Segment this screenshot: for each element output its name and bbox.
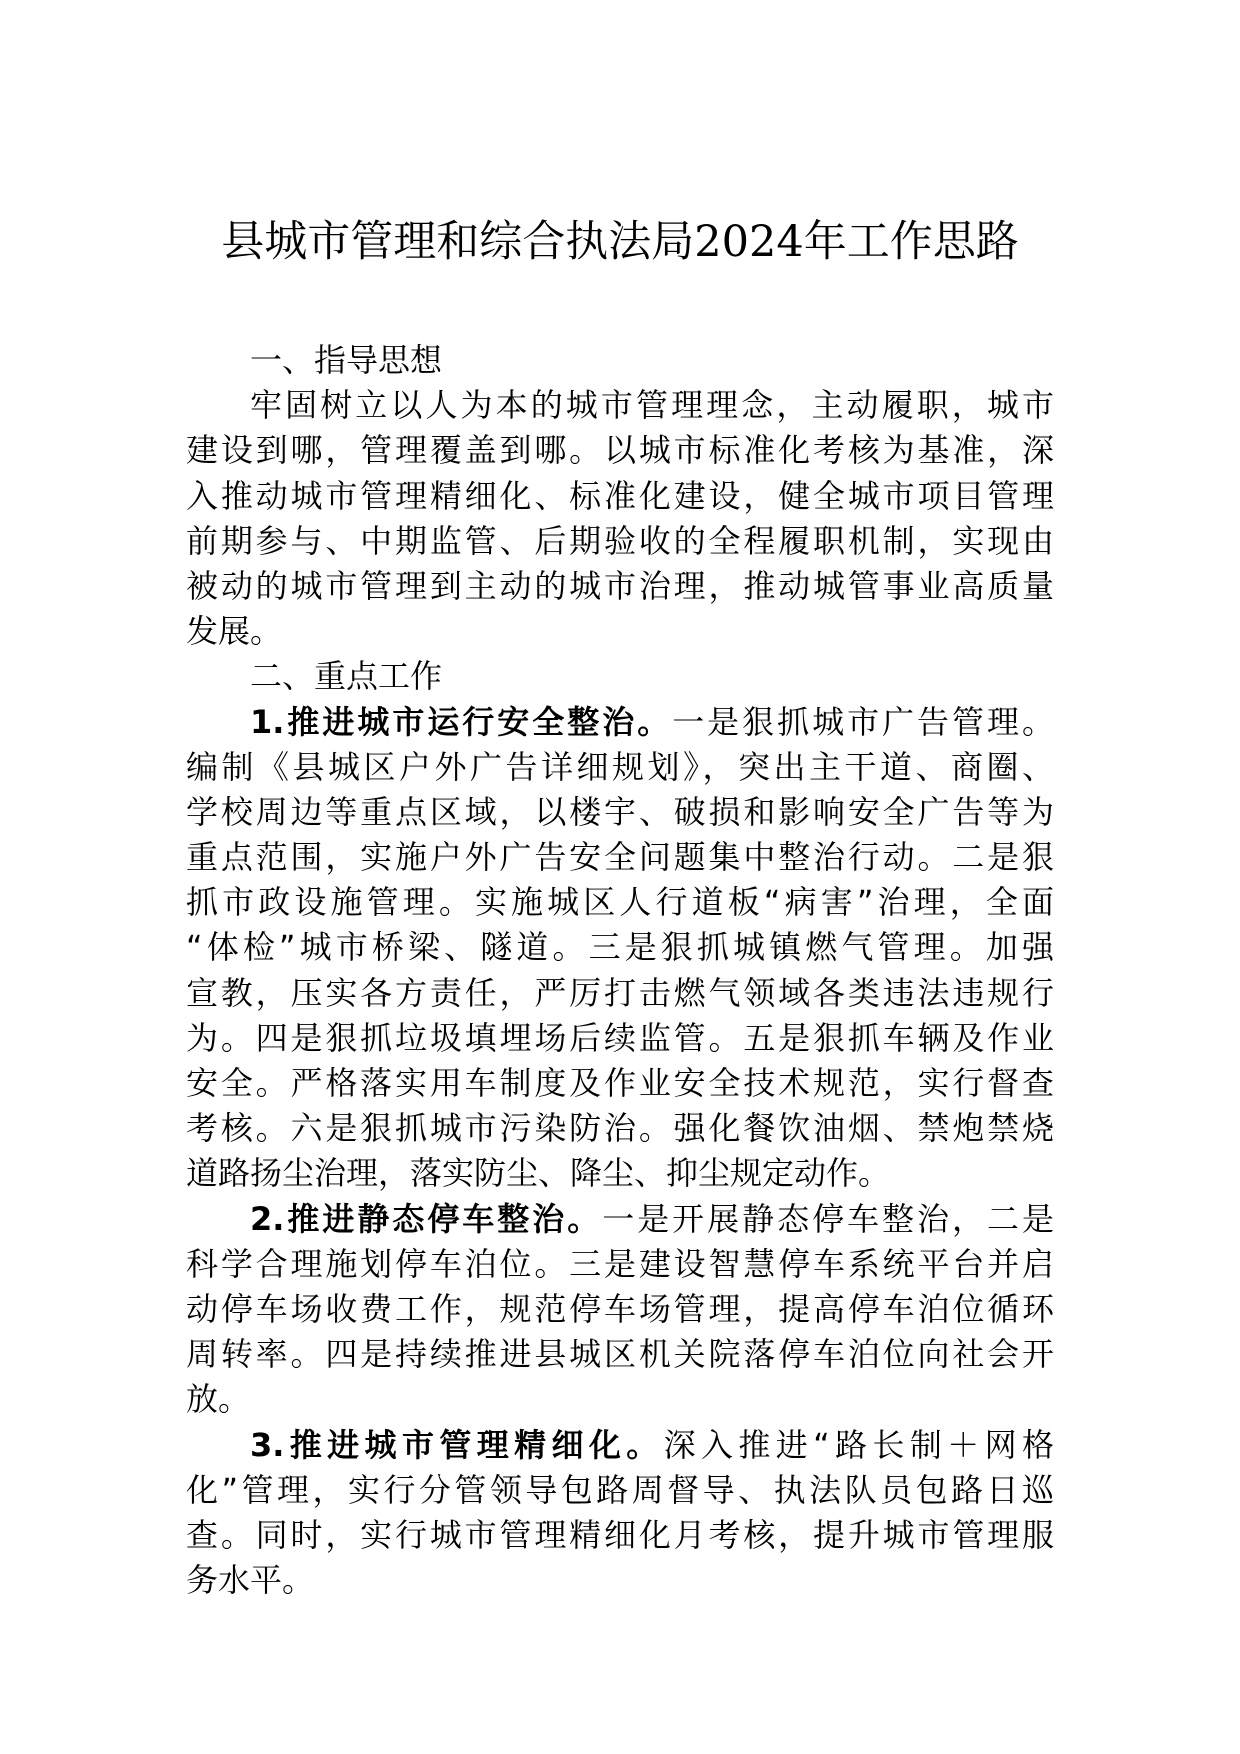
text-line [186, 1377, 1054, 1422]
text-line [186, 1513, 1054, 1558]
text-line [186, 428, 1054, 473]
section-heading: 1.推进城市运行安全整治。 [250, 702, 673, 741]
text-line [186, 609, 1054, 654]
line-text: 道路扬尘治理，落实防尘、降尘、抑尘规定动作。 [186, 1154, 891, 1193]
text-line [186, 1423, 1054, 1468]
text-line [186, 383, 1054, 428]
line-text: 入推动城市管理精细化、标准化建设，健全城市项目管理 [186, 476, 1054, 515]
line-text: 务水平。 [186, 1561, 315, 1600]
line-text: 牢固树立以人为本的城市管理理念，主动履职，城市 [250, 386, 1054, 425]
line-text: 查。同时，实行城市管理精细化月考核，提升城市管理服 [186, 1515, 1054, 1554]
text-line [186, 1061, 1054, 1106]
line-text: 为。四是狠抓垃圾填埋场后续监管。五是狠抓车辆及作业 [186, 1018, 1054, 1057]
text-line [186, 1242, 1054, 1287]
document-body [186, 338, 1054, 1603]
line-text: 科学合理施划停车泊位。三是建设智慧停车系统平台并启 [186, 1244, 1054, 1283]
text-line [186, 1332, 1054, 1377]
line-text: 动停车场收费工作，规范停车场管理，提高停车泊位循环 [186, 1289, 1054, 1328]
text-line [186, 338, 1054, 383]
line-text: 考核。六是狠抓城市污染防治。强化餐饮油烟、禁炮禁烧 [186, 1109, 1054, 1148]
line-text: 建设到哪，管理覆盖到哪。以城市标准化考核为基准，深 [186, 431, 1054, 470]
text-line [186, 564, 1054, 609]
text-line [186, 700, 1054, 745]
text-line [186, 1106, 1054, 1151]
line-text: 重点范围，实施户外广告安全问题集中整治行动。二是狠 [186, 838, 1054, 877]
section-heading: 3.推进城市管理精细化。 [250, 1425, 664, 1464]
line-text: 宣教，压实各方责任，严厉打击燃气领域各类违法违规行 [186, 973, 1054, 1012]
line-text: 学校周边等重点区域，以楼宇、破损和影响安全广告等为 [186, 792, 1054, 831]
document-title: 县城市管理和综合执法局2024年工作思路 [221, 217, 1019, 267]
text-line [186, 880, 1054, 925]
text-line [186, 925, 1054, 970]
line-text: 发展。 [186, 612, 283, 651]
line-text: 深入推进“路长制＋网格 [663, 1425, 1054, 1464]
line-text: 放。 [186, 1380, 251, 1419]
line-text: 被动的城市管理到主动的城市治理，推动城管事业高质量 [186, 566, 1054, 605]
line-text: 周转率。四是持续推进县城区机关院落停车泊位向社会开 [186, 1335, 1054, 1374]
section-heading: 2.推进静态停车整治。 [250, 1199, 603, 1238]
text-line [186, 1468, 1054, 1513]
line-text: 一是狠抓城市广告管理。 [672, 702, 1054, 741]
text-line [186, 745, 1054, 790]
text-line [186, 519, 1054, 564]
line-text: 一、指导思想 [250, 341, 443, 379]
line-text: 二、重点工作 [250, 657, 443, 696]
line-text: 一是开展静态停车整治，二是 [602, 1199, 1054, 1238]
text-line [186, 1558, 1054, 1603]
text-line [186, 971, 1054, 1016]
text-line [186, 474, 1054, 519]
text-line [186, 1287, 1054, 1332]
text-line [186, 1151, 1054, 1196]
line-text: 安全。严格落实用车制度及作业安全技术规范，实行督查 [186, 1064, 1054, 1102]
line-text: 抓市政设施管理。实施城区人行道板“病害”治理，全面 [186, 883, 1054, 922]
text-line [186, 790, 1054, 835]
line-text: 前期参与、中期监管、后期验收的全程履职机制，实现由 [186, 521, 1054, 560]
text-line [186, 1197, 1054, 1242]
text-line [186, 1016, 1054, 1061]
line-text: 编制《县城区户外广告详细规划》，突出主干道、商圈、 [186, 747, 1054, 786]
line-text: 化”管理，实行分管领导包路周督导、执法队员包路日巡 [186, 1470, 1054, 1509]
text-line [186, 654, 1054, 699]
text-line [186, 835, 1054, 880]
line-text: “体检”城市桥梁、隧道。三是狠抓城镇燃气管理。加强 [186, 928, 1054, 967]
